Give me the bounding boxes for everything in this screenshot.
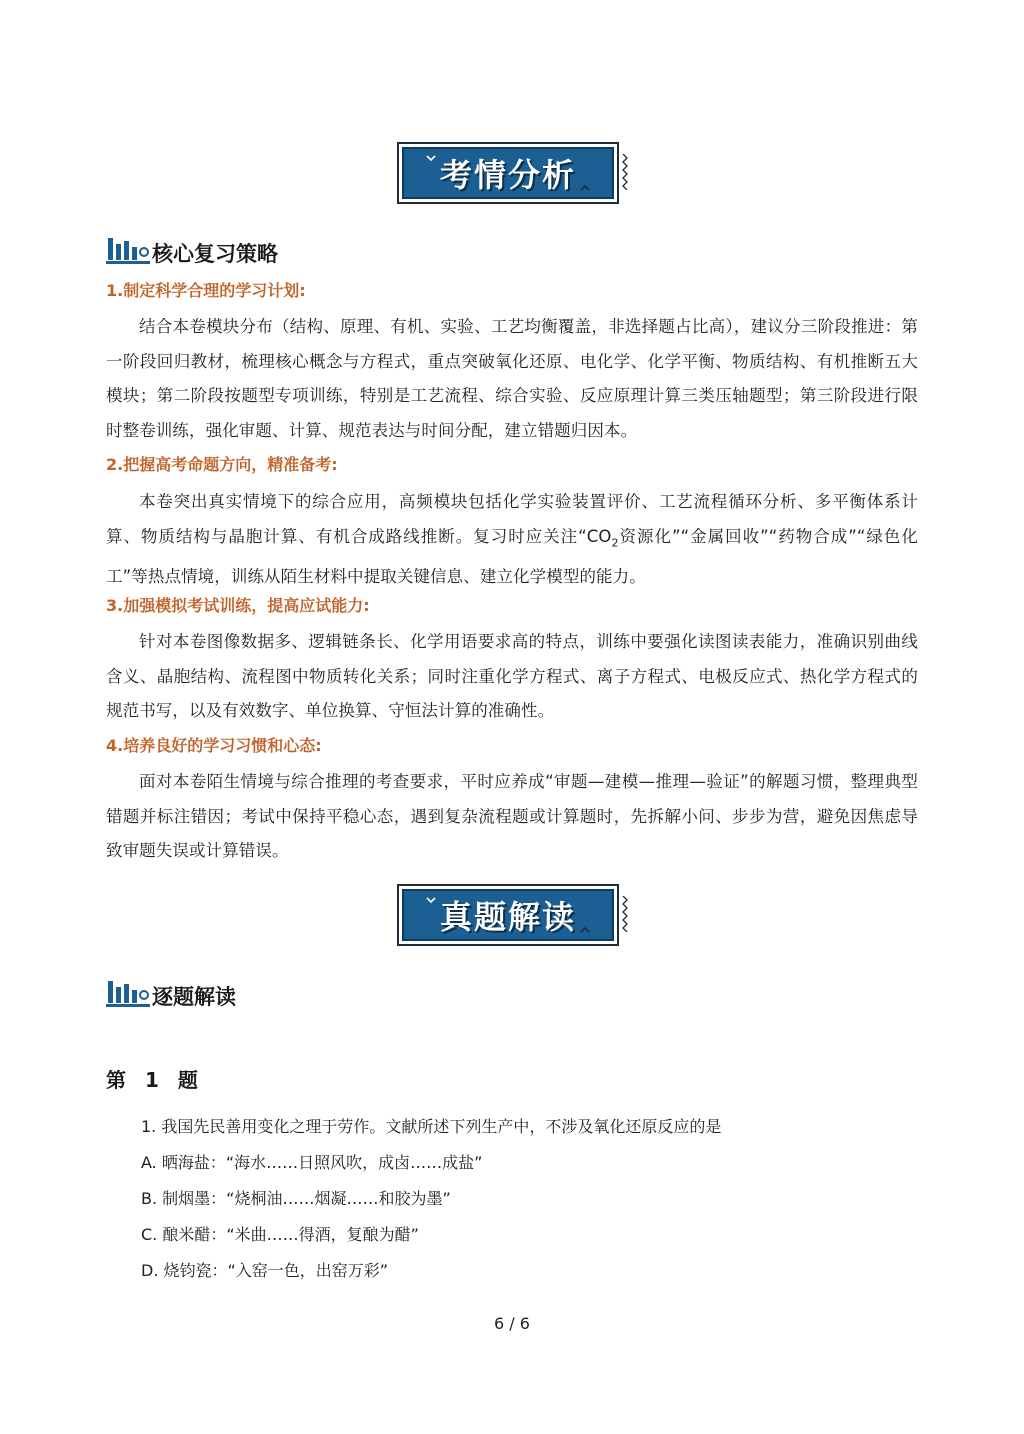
section-heading-strategy bbox=[106, 230, 278, 266]
banner-interpretation-text: 真题解读 bbox=[439, 898, 576, 936]
chevron-down-icon bbox=[426, 895, 436, 905]
strategy-item-body-2-part-1: 本卷突出真实情境下的综合应用，高频模块包括化学实验装置评价、工艺流程循环分析、多平衡体系计算、物质结构与晶胞计算、有机合成路线推断。复习时应关注“CO bbox=[106, 492, 918, 546]
bar-chart-icon bbox=[106, 232, 150, 266]
question-option-a: A. 晒海盐：“海水……日照风吹，成卤……成盐” bbox=[141, 1153, 483, 1172]
page-number: 6 / 6 bbox=[494, 1314, 530, 1333]
strategy-item-title-1: 1.制定科学合理的学习计划: bbox=[106, 281, 306, 300]
strategy-item-body-1: 结合本卷模块分布（结构、原理、有机、实验、工艺均衡覆盖，非选择题占比高），建议分三阶段推进：第一阶段回归教材，梳理核心概念与方程式，重点突破氧化还原、电化学、化学平衡、物质结构、有机推断五大模块；第二阶段按题型专项训练，特别是工艺流程、综合实验、反应原理计算三类压轴题型；第三阶段进行限时整卷训练，强化审题、计算、规范表达与时间分配，建立错题归因本。 bbox=[106, 317, 918, 440]
banner-interpretation bbox=[397, 884, 619, 946]
zigzag-decoration-icon bbox=[621, 154, 629, 190]
strategy-item-body-2 bbox=[106, 485, 918, 595]
strategy-item-title-3: 3.加强模拟考试训练，提高应试能力: bbox=[106, 596, 370, 615]
question-option-d: D. 烧钧瓷：“入窑一色，出窑万彩” bbox=[141, 1261, 389, 1280]
question-heading: 第 1 题 bbox=[106, 1068, 204, 1092]
question-option-c: C. 酿米醋：“米曲……得酒，复酿为醋” bbox=[141, 1225, 419, 1244]
chevron-up-icon bbox=[580, 183, 590, 193]
question-stem: 1. 我国先民善用变化之理于劳作。文献所述下列生产中，不涉及氧化还原反应的是 bbox=[141, 1117, 722, 1136]
strategy-item-body-4: 面对本卷陌生情境与综合推理的考查要求，平时应养成“审题—建模—推理—验证”的解题习惯，整理典型错题并标注错因；考试中保持平稳心态，遇到复杂流程题或计算题时，先拆解小问、步步为营，避免因焦虑导致审题失误或计算错误。 bbox=[106, 772, 918, 860]
strategy-item-body-2-part-2: 资源化”“金属回收”“药物合成”“绿色化工”等热点情境，训练从陌生材料中提取关键信息、建立化学模型的能力。 bbox=[106, 526, 918, 587]
strategy-item-title-2: 2.把握高考命题方向，精准备考: bbox=[106, 455, 338, 474]
chevron-down-icon bbox=[426, 153, 436, 163]
strategy-item-title-4: 4.培养良好的学习习惯和心态: bbox=[106, 736, 322, 755]
section-title-per-question: 逐题解读 bbox=[152, 985, 236, 1009]
question-option-b: B. 制烟墨：“烧桐油……烟凝……和胶为墨” bbox=[141, 1189, 451, 1208]
banner-analysis-text: 考情分析 bbox=[439, 156, 576, 194]
section-heading-per-question bbox=[106, 973, 236, 1009]
bar-chart-icon bbox=[106, 975, 150, 1009]
strategy-item-body-3: 针对本卷图像数据多、逻辑链条长、化学用语要求高的特点，训练中要强化读图读表能力，准确识别曲线含义、晶胞结构、流程图中物质转化关系；同时注重化学方程式、离子方程式、电极反应式、热化学方程式的规范书写，以及有效数字、单位换算、守恒法计算的准确性。 bbox=[106, 632, 918, 720]
banner-analysis bbox=[397, 142, 619, 204]
zigzag-decoration-icon bbox=[621, 896, 629, 932]
chevron-up-icon bbox=[580, 925, 590, 935]
co2-subscript: 2 bbox=[611, 535, 619, 549]
section-title-strategy: 核心复习策略 bbox=[152, 242, 278, 266]
banner-interpretation-inner bbox=[402, 889, 614, 941]
banner-analysis-inner bbox=[402, 147, 614, 199]
